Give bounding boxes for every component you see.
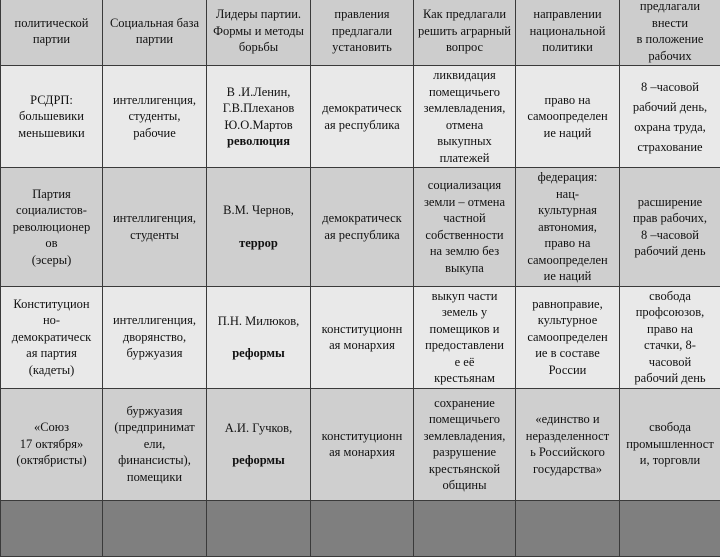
- text-line: автономия,: [518, 219, 617, 236]
- text-line: землевладения,: [416, 100, 513, 117]
- text-line: студенты: [105, 227, 204, 244]
- text-line: собственности: [416, 227, 513, 244]
- text-line: ие наций: [518, 125, 617, 142]
- empty-row: [1, 500, 720, 556]
- text-line: социалистов-: [3, 202, 100, 219]
- text-line: право на: [518, 92, 617, 109]
- text-line: А.И. Гучков,: [209, 420, 308, 437]
- text-line: Формы и методы: [209, 23, 308, 40]
- text-line: В.М. Чернов,: [209, 202, 308, 219]
- national-policy: [516, 168, 620, 287]
- text-line: направлении: [518, 6, 617, 23]
- empty-cell: [516, 500, 620, 556]
- text-line: на землю без: [416, 243, 513, 260]
- text-line: право на: [518, 235, 617, 252]
- text-line: партии: [105, 31, 204, 48]
- empty-cell: [207, 500, 311, 556]
- government-form: [311, 66, 414, 168]
- text-line: В .И.Ленин,: [209, 84, 308, 101]
- text-line: е её: [416, 354, 513, 371]
- text-line: федерация:: [518, 169, 617, 186]
- empty-cell: [103, 500, 207, 556]
- national-policy: [516, 286, 620, 388]
- header-national: [516, 0, 620, 66]
- text-line: выкупа: [416, 260, 513, 277]
- national-policy: [516, 388, 620, 500]
- text-line: промышленност: [622, 436, 718, 453]
- text-line: 17 октября»: [3, 436, 100, 453]
- text-line: помещики: [105, 469, 204, 486]
- party-name: [1, 168, 103, 287]
- national-policy: [516, 66, 620, 168]
- text-line: решить аграрный: [416, 23, 513, 40]
- method: террор: [209, 235, 308, 252]
- text-line: РСДРП:: [3, 92, 100, 109]
- text-line: общины: [416, 477, 513, 494]
- method: реформы: [209, 452, 308, 469]
- text-line: и, торговли: [622, 452, 718, 469]
- text-line: буржуазия: [105, 403, 204, 420]
- social-base: [103, 388, 207, 500]
- text-line: интеллигенция,: [105, 210, 204, 227]
- text-line: государства»: [518, 461, 617, 478]
- text-line: ая республика: [313, 227, 411, 244]
- leaders-methods: [207, 388, 311, 500]
- text-line: правления: [313, 6, 411, 23]
- table-row: [1, 168, 720, 287]
- text-line: ели,: [105, 436, 204, 453]
- text-line: часовой: [622, 354, 718, 371]
- text-line: Конституцион: [3, 296, 100, 313]
- text-line: ие наций: [518, 268, 617, 285]
- text-line: но-: [3, 312, 100, 329]
- text-line: предоставлени: [416, 337, 513, 354]
- empty-cell: [311, 500, 414, 556]
- text-line: ая монархия: [313, 337, 411, 354]
- text-line: культурное: [518, 312, 617, 329]
- text-line: земель у: [416, 304, 513, 321]
- text-line: рабочие: [105, 125, 204, 142]
- text-line: крестьянской: [416, 461, 513, 478]
- text-line: ая монархия: [313, 444, 411, 461]
- header-agrarian: [414, 0, 516, 66]
- agrarian-policy: [414, 388, 516, 500]
- text-line: вопрос: [416, 39, 513, 56]
- text-line: 8 –часовой: [622, 77, 718, 97]
- text-line: свобода: [622, 288, 718, 305]
- party-name: [1, 286, 103, 388]
- text-line: революционер: [3, 219, 100, 236]
- text-line: (эсеры): [3, 252, 100, 269]
- header-row: [1, 0, 720, 66]
- text-line: профсоюзов,: [622, 304, 718, 321]
- empty-cell: [414, 500, 516, 556]
- leaders-methods: [207, 66, 311, 168]
- text-line: стачки, 8-: [622, 337, 718, 354]
- text-line: Социальная база: [105, 15, 204, 32]
- text-line: большевики: [3, 108, 100, 125]
- text-line: Г.В.Плеханов: [209, 100, 308, 117]
- leaders-methods: [207, 168, 311, 287]
- text-line: буржуазия: [105, 345, 204, 362]
- labor-policy: [620, 168, 720, 287]
- text-line: нац-: [518, 186, 617, 203]
- text-line: России: [518, 362, 617, 379]
- text-line: политики: [518, 39, 617, 56]
- text-line: рабочий день: [622, 243, 718, 260]
- table-row: [1, 286, 720, 388]
- text-line: борьбы: [209, 39, 308, 56]
- header-leaders-methods: [207, 0, 311, 66]
- agrarian-policy: [414, 66, 516, 168]
- text-line: ая партия: [3, 345, 100, 362]
- text-line: землевладения,: [416, 428, 513, 445]
- text-line: разрушение: [416, 444, 513, 461]
- text-line: равноправие,: [518, 296, 617, 313]
- text-line: ь Российского: [518, 444, 617, 461]
- text-line: культурная: [518, 202, 617, 219]
- text-line: меньшевики: [3, 125, 100, 142]
- header-labor: [620, 0, 720, 66]
- text-line: ов: [3, 235, 100, 252]
- empty-cell: [620, 500, 720, 556]
- table-row: [1, 66, 720, 168]
- text-line: Партия: [3, 186, 100, 203]
- header-social-base: [103, 0, 207, 66]
- leaders-methods: [207, 286, 311, 388]
- text-line: «единство и: [518, 411, 617, 428]
- party-name: [1, 388, 103, 500]
- text-line: предлагали внести: [622, 0, 718, 31]
- government-form: [311, 286, 414, 388]
- text-line: самоопределен: [518, 329, 617, 346]
- text-line: (кадеты): [3, 362, 100, 379]
- text-line: охрана труда,: [622, 117, 718, 137]
- text-line: сохранение: [416, 395, 513, 412]
- text-line: выкупных: [416, 133, 513, 150]
- text-line: право на: [622, 321, 718, 338]
- text-line: помещичьего: [416, 84, 513, 101]
- government-form: [311, 168, 414, 287]
- text-line: выкуп части: [416, 288, 513, 305]
- text-line: ая республика: [313, 117, 411, 134]
- labor-policy: [620, 388, 720, 500]
- text-line: Лидеры партии.: [209, 6, 308, 23]
- text-line: Ю.О.Мартов: [209, 117, 308, 134]
- text-line: «Союз: [3, 419, 100, 436]
- text-line: демократическ: [3, 329, 100, 346]
- text-line: политической: [3, 15, 100, 32]
- text-line: дворянство,: [105, 329, 204, 346]
- text-line: ие в составе: [518, 345, 617, 362]
- text-line: помещиков и: [416, 321, 513, 338]
- text-line: демократическ: [313, 210, 411, 227]
- text-line: самоопределен: [518, 108, 617, 125]
- agrarian-policy: [414, 286, 516, 388]
- text-line: рабочих: [622, 48, 718, 65]
- agrarian-policy: [414, 168, 516, 287]
- text-line: предлагали: [313, 23, 411, 40]
- text-line: конституционн: [313, 428, 411, 445]
- social-base: [103, 168, 207, 287]
- text-line: 8 –часовой: [622, 227, 718, 244]
- text-line: национальной: [518, 23, 617, 40]
- text-line: конституционн: [313, 321, 411, 338]
- government-form: [311, 388, 414, 500]
- text-line: свобода: [622, 419, 718, 436]
- text-line: ликвидация: [416, 67, 513, 84]
- text-line: интеллигенция,: [105, 92, 204, 109]
- text-line: земли – отмена: [416, 194, 513, 211]
- text-line: (предпринимат: [105, 419, 204, 436]
- text-line: страхование: [622, 137, 718, 157]
- text-line: расширение: [622, 194, 718, 211]
- labor-policy: [620, 286, 720, 388]
- text-line: частной: [416, 210, 513, 227]
- text-line: рабочий день,: [622, 97, 718, 117]
- text-line: рабочий день: [622, 370, 718, 387]
- empty-cell: [1, 500, 103, 556]
- text-line: интеллигенция,: [105, 312, 204, 329]
- header-government: [311, 0, 414, 66]
- header-party: [1, 0, 103, 66]
- method: революция: [209, 133, 308, 150]
- social-base: [103, 66, 207, 168]
- text-line: помещичьего: [416, 411, 513, 428]
- text-line: П.Н. Милюков,: [209, 313, 308, 330]
- text-line: крестьянам: [416, 370, 513, 387]
- text-line: прав рабочих,: [622, 210, 718, 227]
- table-row: [1, 388, 720, 500]
- party-name: [1, 66, 103, 168]
- text-line: студенты,: [105, 108, 204, 125]
- text-line: (октябристы): [3, 452, 100, 469]
- text-line: партии: [3, 31, 100, 48]
- text-line: финансисты),: [105, 452, 204, 469]
- labor-policy: [620, 66, 720, 168]
- text-line: платежей: [416, 150, 513, 167]
- text-line: установить: [313, 39, 411, 56]
- text-line: в положение: [622, 31, 718, 48]
- text-line: неразделенност: [518, 428, 617, 445]
- social-base: [103, 286, 207, 388]
- text-line: демократическ: [313, 100, 411, 117]
- text-line: социализация: [416, 177, 513, 194]
- text-line: Как предлагали: [416, 6, 513, 23]
- method: реформы: [209, 345, 308, 362]
- text-line: самоопределен: [518, 252, 617, 269]
- text-line: отмена: [416, 117, 513, 134]
